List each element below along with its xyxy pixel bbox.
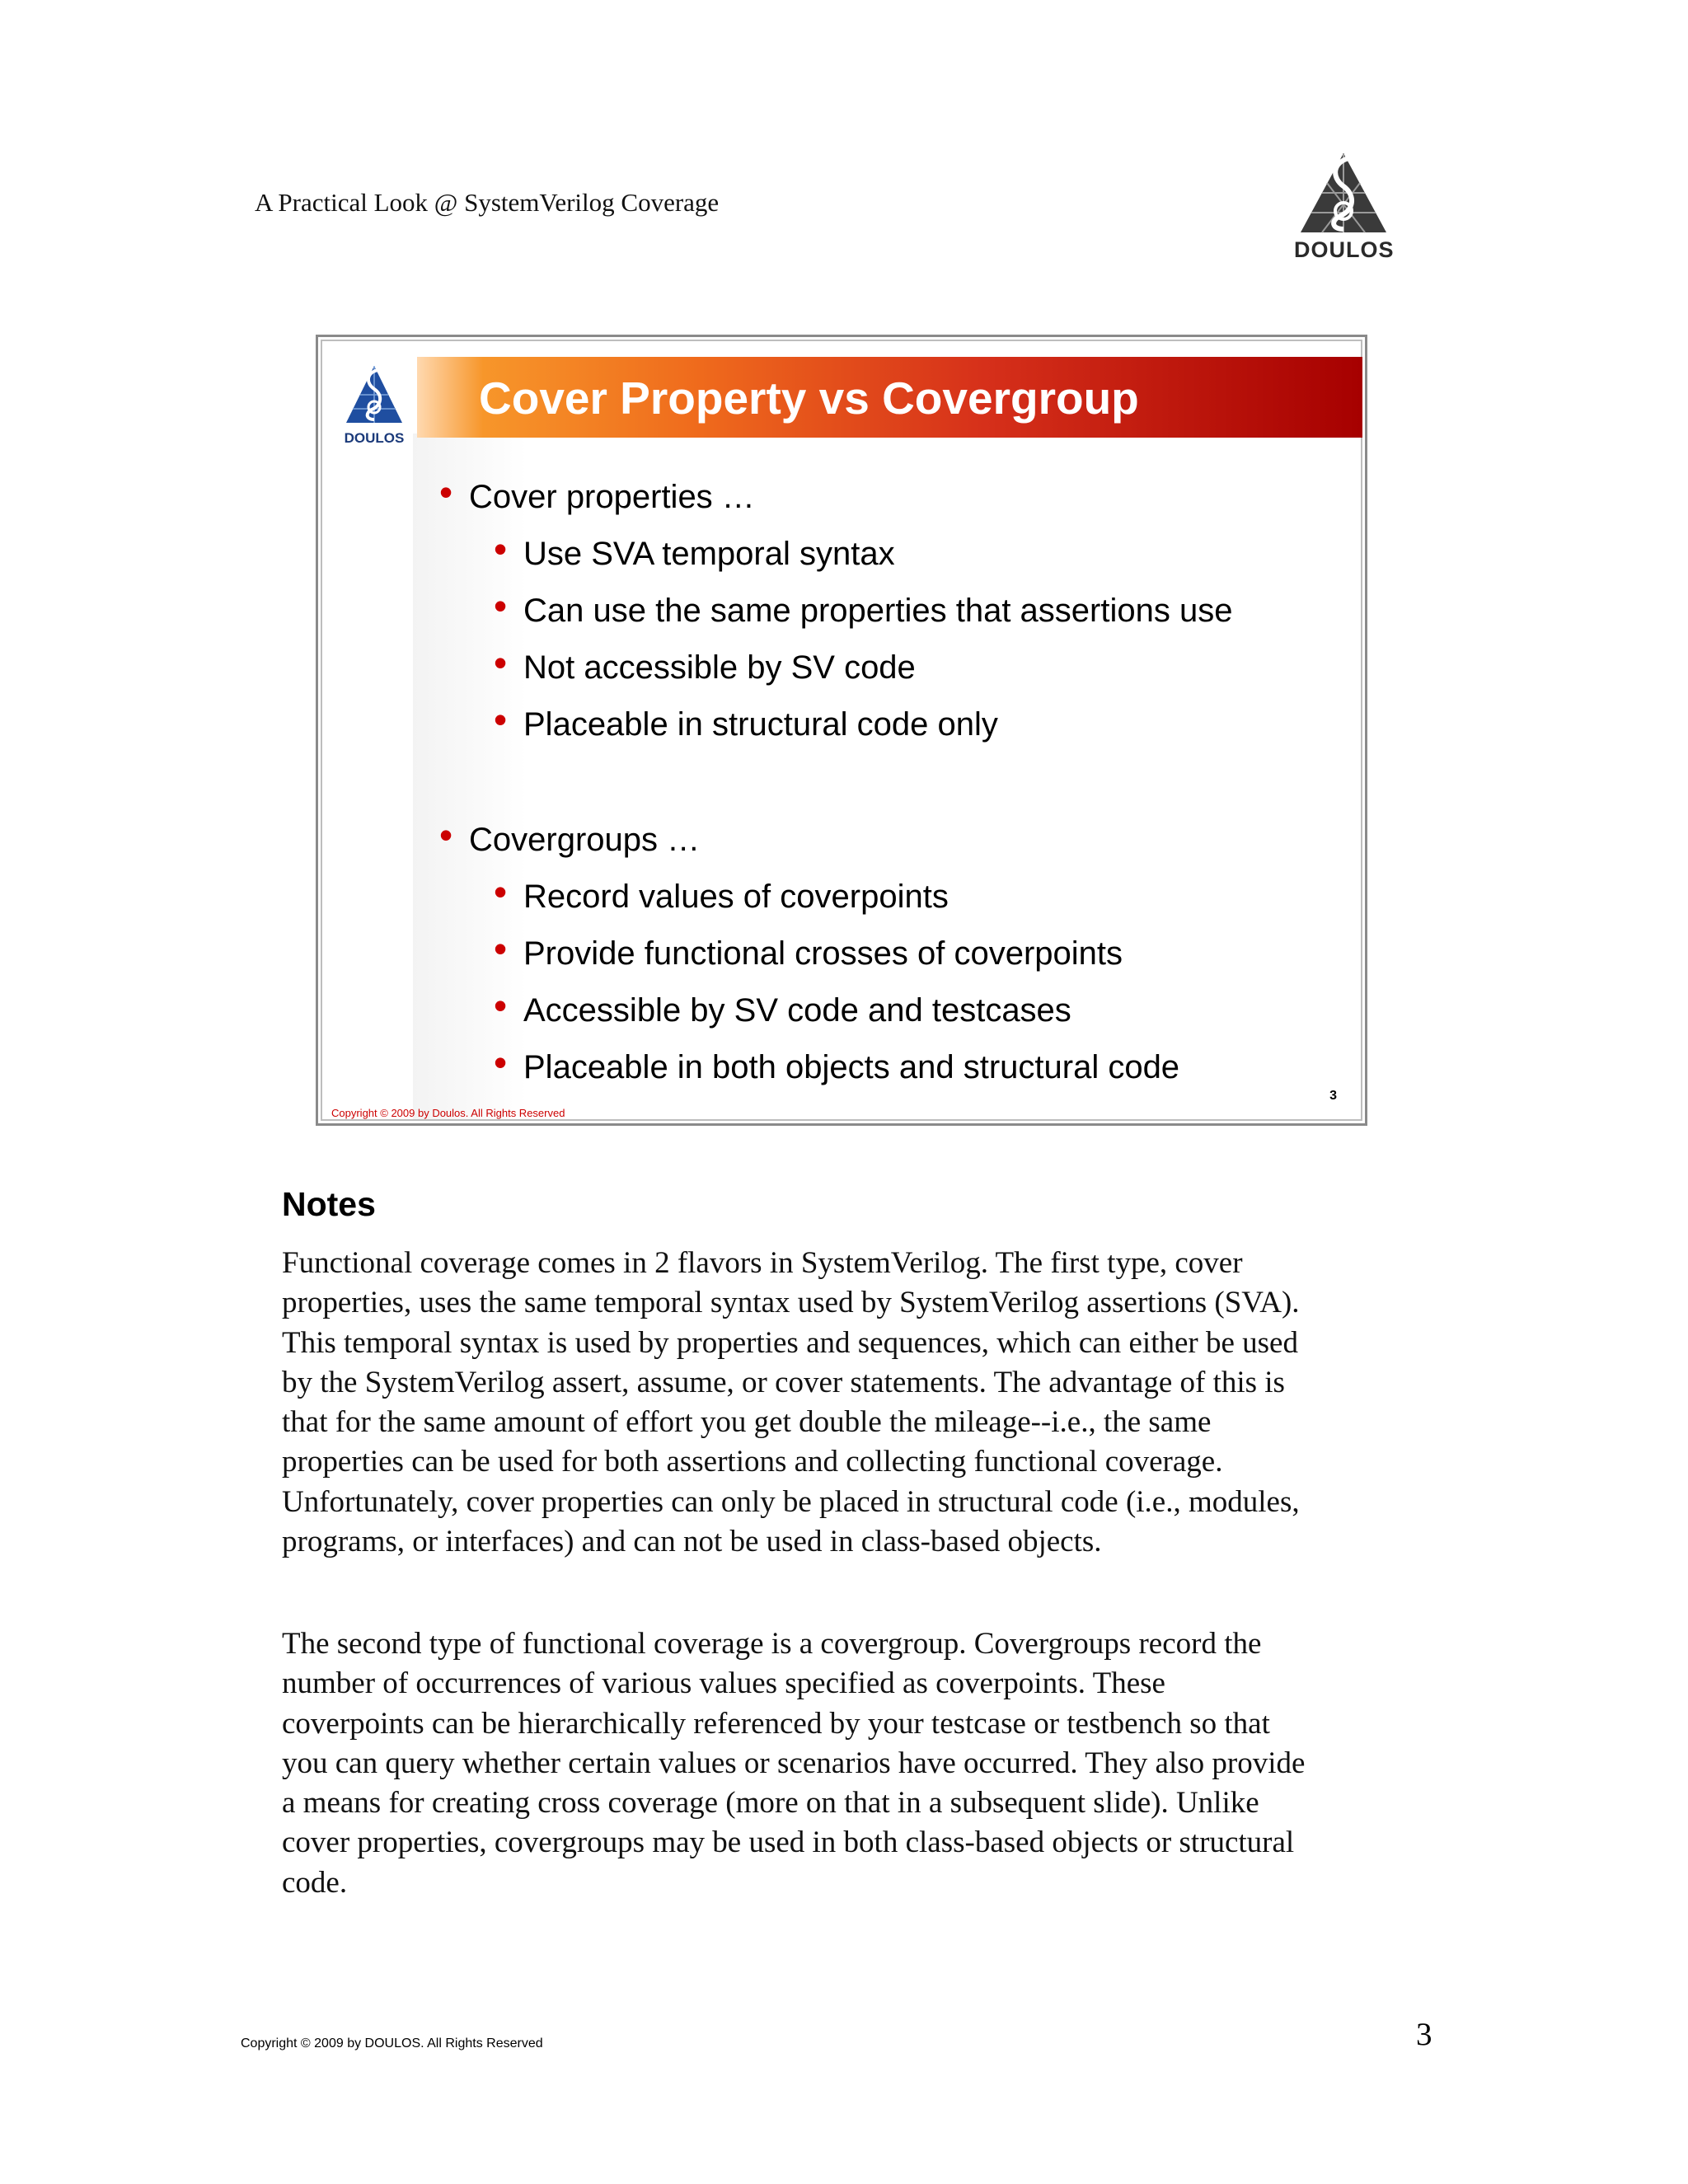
slide-doulos-logo-icon (343, 363, 406, 429)
notes-paragraph-1 (282, 1244, 1428, 1562)
notes-heading: Notes (282, 1185, 376, 1223)
bullet-text: Placeable in structural code only (523, 706, 998, 743)
slide-doulos-logo (343, 363, 406, 446)
doulos-logo-text: DOULOS (1294, 237, 1395, 262)
bullet-text: Accessible by SV code and testcases (523, 992, 1071, 1029)
paragraph-line: properties can be used for both assertions and collecting functional coverage. (282, 1445, 1223, 1479)
paragraph-line: by the SystemVerilog assert, assume, or cover statements. The advantage of this is (282, 1365, 1285, 1399)
bullet-text: Use SVA temporal syntax (523, 536, 895, 572)
bullet-level2: • Placeable in both objects and structural code (494, 1041, 1180, 1085)
bullet-text: Covergroups … (469, 822, 701, 858)
bullet-level2: • Not accessible by SV code (494, 641, 916, 686)
bullet-level2: • Placeable in structural code only (494, 698, 998, 743)
bullet-text: Provide functional crosses of coverpoints (523, 935, 1123, 972)
paragraph-line: coverpoints can be hierarchically referenced by your testcase or testbench so that (282, 1706, 1270, 1741)
document-header-title: A Practical Look @ SystemVerilog Coverage (255, 188, 720, 217)
paragraph-line: programs, or interfaces) and can not be used in class-based objects. (282, 1525, 1102, 1559)
bullet-level2: • Provide functional crosses of coverpoints (494, 927, 1123, 972)
slide-title: Cover Property vs Covergroup (479, 373, 1139, 424)
bullet-level2: • Record values of coverpoints (494, 870, 949, 915)
notes-paragraph-2 (282, 1624, 1428, 1903)
bullet-text: Record values of coverpoints (523, 879, 949, 915)
bullet-text: Can use the same properties that assertions use (523, 593, 1233, 629)
paragraph-line: number of occurrences of various values specified as coverpoints. These (282, 1666, 1165, 1701)
doulos-logo-icon (1294, 150, 1393, 237)
bullet-level1: • Cover properties … (439, 471, 755, 515)
slide-page-number: 3 (1329, 1089, 1337, 1103)
paragraph-line: properties, uses the same temporal syntax used by SystemVerilog assertions (SVA). (282, 1286, 1300, 1320)
slide-copyright: Copyright © 2009 by Doulos. All Rights Reserved (331, 1107, 565, 1119)
bullet-text: Cover properties … (469, 479, 755, 515)
bullet-text: Not accessible by SV code (523, 649, 916, 686)
paragraph-line: you can query whether certain values or scenarios have occurred. They also provide (282, 1746, 1306, 1780)
bullet-level2: • Can use the same properties that assertions use (494, 584, 1233, 629)
paragraph-line: code. (282, 1865, 348, 1900)
paragraph-line: The second type of functional coverage is a covergroup. Covergroups record the (282, 1627, 1262, 1661)
paragraph-line: cover properties, covergroups may be used in both class-based objects or structural (282, 1825, 1295, 1860)
paragraph-line: This temporal syntax is used by properties and sequences, which can either be used (282, 1325, 1298, 1360)
paragraph-line: Unfortunately, cover properties can only be placed in structural code (i.e., modules, (282, 1484, 1300, 1519)
slide-doulos-logo-text: DOULOS (344, 430, 405, 446)
paragraph-line: Functional coverage comes in 2 flavors in SystemVerilog. The first type, cover (282, 1246, 1243, 1280)
bullet-level2: • Use SVA temporal syntax (494, 527, 895, 572)
bullet-level2: • Accessible by SV code and testcases (494, 984, 1071, 1029)
paragraph-line: a means for creating cross coverage (more on that in a subsequent slide). Unlike (282, 1786, 1259, 1821)
bullet-level1: • Covergroups … (439, 813, 701, 858)
bullet-text: Placeable in both objects and structural code (523, 1049, 1180, 1085)
paragraph-line: that for the same amount of effort you get double the mileage--i.e., the same (282, 1405, 1212, 1440)
footer-copyright: Copyright © 2009 by DOULOS. All Rights Reserved (241, 2036, 543, 2050)
doulos-logo (1294, 150, 1393, 265)
footer-page-number: 3 (1416, 2017, 1432, 2052)
slide-thumbnail (316, 335, 1367, 1126)
